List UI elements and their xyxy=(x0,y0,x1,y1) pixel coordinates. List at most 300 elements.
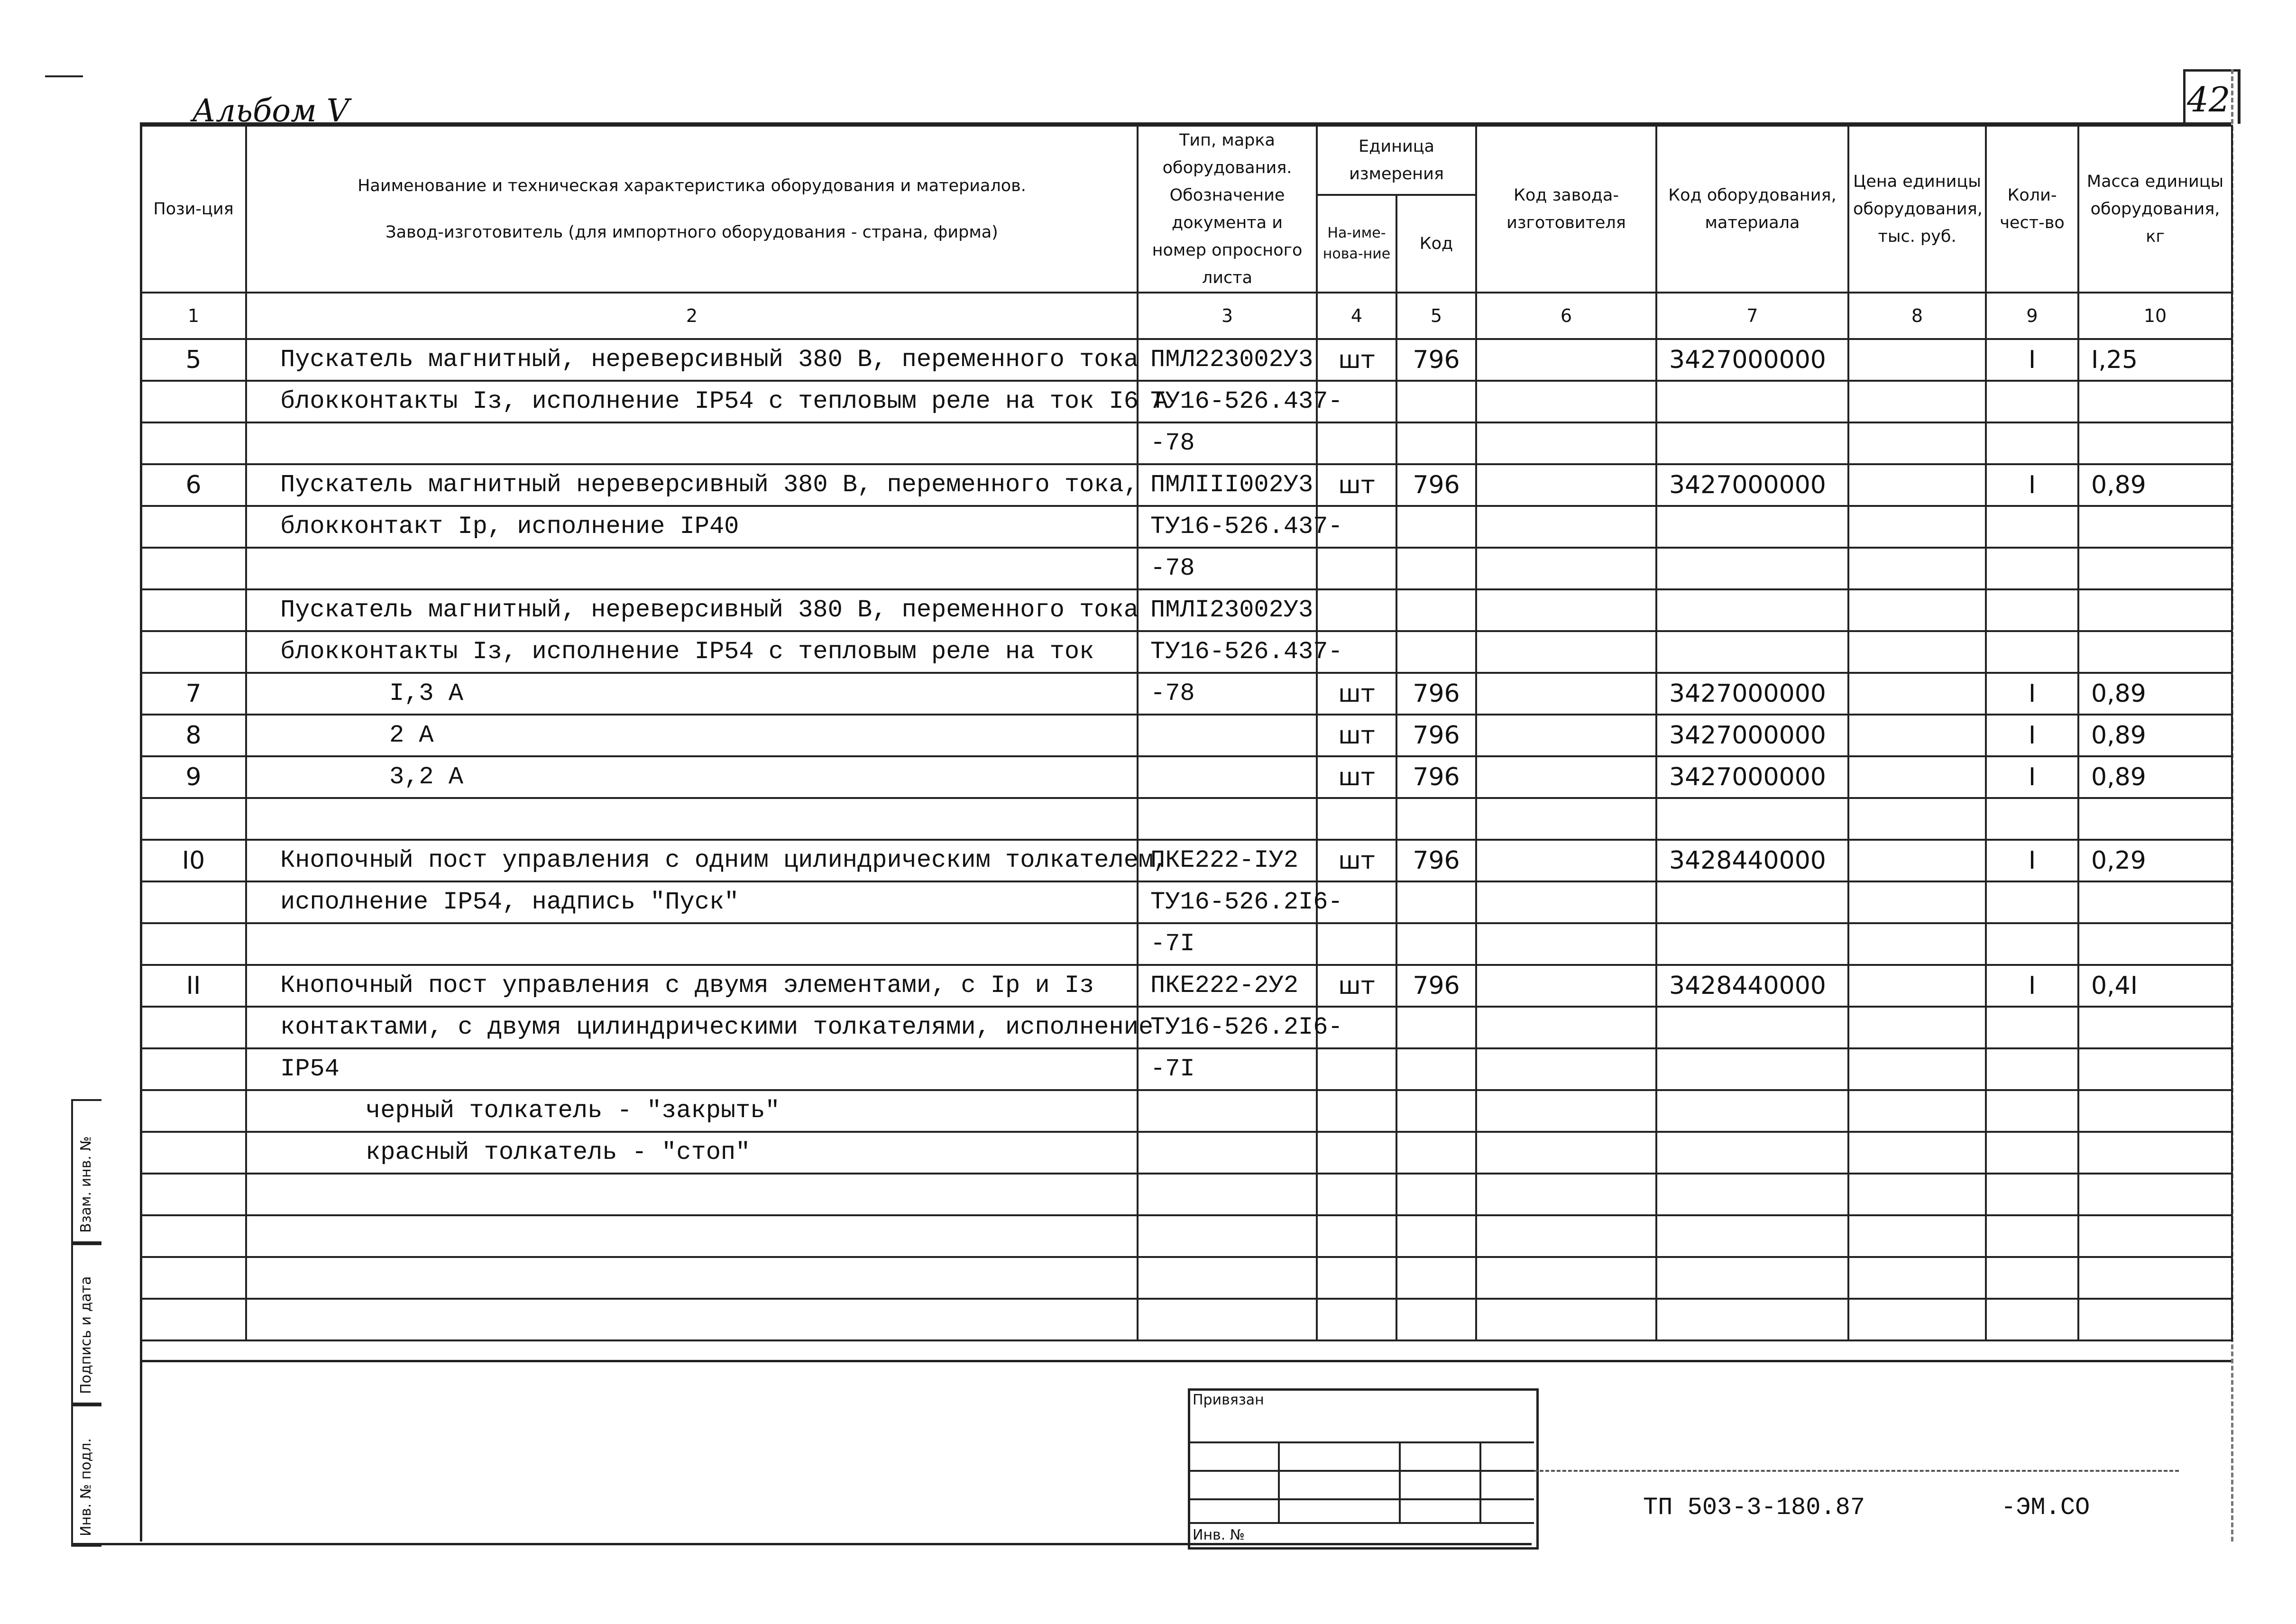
row-pos xyxy=(141,1215,246,1257)
table-row xyxy=(141,1090,2232,1132)
row-pos xyxy=(141,422,246,464)
row-maker-code xyxy=(1476,923,1656,965)
row-equip-code xyxy=(1656,1174,1848,1215)
table-row xyxy=(141,715,2232,756)
row-qty xyxy=(1986,923,2078,965)
side-label-vzam: Взам. инв. № xyxy=(78,1136,94,1233)
col-num: 6 xyxy=(1476,293,1656,339)
table-row xyxy=(141,923,2232,965)
row-unit-code: 796 xyxy=(1396,673,1476,715)
header-equip-code: Код оборудования, материала xyxy=(1656,126,1848,293)
header-maker-code: Код завода-изготовителя xyxy=(1476,126,1656,293)
row-maker-code xyxy=(1476,881,1656,923)
row-unit-code xyxy=(1396,1257,1476,1299)
row-type: ТУ16-526.437- xyxy=(1138,381,1317,422)
row-qty xyxy=(1986,1132,2078,1174)
row-type: ПМЛIII002У3 xyxy=(1138,464,1317,506)
row-maker-code xyxy=(1476,715,1656,756)
row-equip-code: 3428440000 xyxy=(1656,840,1848,881)
row-name: блокконтакт Iр, исполнение IP40 xyxy=(246,506,1138,548)
row-unit: шт xyxy=(1317,673,1396,715)
header-unit-name: На-име-нова-ние xyxy=(1317,195,1396,293)
table-row xyxy=(141,673,2232,715)
row-type: -78 xyxy=(1138,673,1317,715)
row-equip-code: 3427000000 xyxy=(1656,339,1848,381)
row-mass xyxy=(2078,1090,2232,1132)
row-equip-code xyxy=(1656,1007,1848,1048)
row-qty xyxy=(1986,1215,2078,1257)
row-unit-code: 796 xyxy=(1396,464,1476,506)
row-price xyxy=(1848,589,1986,631)
title-block-line xyxy=(140,1360,2231,1362)
row-price xyxy=(1848,1007,1986,1048)
row-equip-code xyxy=(1656,381,1848,422)
row-unit xyxy=(1317,589,1396,631)
row-unit-code xyxy=(1396,1048,1476,1090)
row-price xyxy=(1848,840,1986,881)
row-unit-code xyxy=(1396,1132,1476,1174)
row-pos xyxy=(141,589,246,631)
row-equip-code: 3427000000 xyxy=(1656,673,1848,715)
row-name: IP54 xyxy=(246,1048,1138,1090)
row-pos xyxy=(141,1132,246,1174)
table-row xyxy=(141,1132,2232,1174)
header-unit-code: Код xyxy=(1396,195,1476,293)
row-unit-code xyxy=(1396,881,1476,923)
row-unit xyxy=(1317,1299,1396,1340)
row-pos xyxy=(141,1090,246,1132)
row-unit xyxy=(1317,1174,1396,1215)
header-mass: Масса единицы оборудования, кг xyxy=(2078,126,2232,293)
row-equip-code xyxy=(1656,631,1848,673)
row-pos xyxy=(141,506,246,548)
row-qty: I xyxy=(1986,840,2078,881)
row-type xyxy=(1138,1132,1317,1174)
row-mass: 0,89 xyxy=(2078,464,2232,506)
row-unit-code: 796 xyxy=(1396,756,1476,798)
row-type: -7I xyxy=(1138,923,1317,965)
table-row xyxy=(141,631,2232,673)
row-qty: I xyxy=(1986,965,2078,1007)
row-pos: 6 xyxy=(141,464,246,506)
row-qty xyxy=(1986,1007,2078,1048)
row-type xyxy=(1138,1090,1317,1132)
row-type: -78 xyxy=(1138,548,1317,589)
row-mass: 0,89 xyxy=(2078,715,2232,756)
table-row xyxy=(141,339,2232,381)
row-unit: шт xyxy=(1317,840,1396,881)
row-unit xyxy=(1317,548,1396,589)
table-row xyxy=(141,589,2232,631)
row-maker-code xyxy=(1476,381,1656,422)
row-qty xyxy=(1986,1048,2078,1090)
table-row xyxy=(141,840,2232,881)
row-name: Пускатель магнитный нереверсивный 380 В, переменного тока, xyxy=(246,464,1138,506)
row-price xyxy=(1848,715,1986,756)
row-qty xyxy=(1986,798,2078,840)
row-mass xyxy=(2078,631,2232,673)
row-unit-code xyxy=(1396,923,1476,965)
row-unit: шт xyxy=(1317,339,1396,381)
row-price xyxy=(1848,381,1986,422)
row-mass: 0,29 xyxy=(2078,840,2232,881)
row-name: блокконтакты Iз, исполнение IP54 с тепловым реле на ток xyxy=(246,631,1138,673)
row-unit xyxy=(1317,422,1396,464)
row-mass xyxy=(2078,1299,2232,1340)
row-equip-code xyxy=(1656,1215,1848,1257)
row-pos: 9 xyxy=(141,756,246,798)
row-unit xyxy=(1317,923,1396,965)
col-num: 3 xyxy=(1138,293,1317,339)
specification-table xyxy=(140,125,2233,1341)
row-qty xyxy=(1986,1299,2078,1340)
row-unit: шт xyxy=(1317,965,1396,1007)
stamp-divider xyxy=(1399,1441,1401,1522)
header-pos: Пози-ция xyxy=(141,126,246,293)
row-name xyxy=(246,1215,1138,1257)
row-unit xyxy=(1317,1215,1396,1257)
row-mass xyxy=(2078,923,2232,965)
table-row xyxy=(141,381,2232,422)
row-name xyxy=(246,1174,1138,1215)
row-pos xyxy=(141,381,246,422)
row-pos: I0 xyxy=(141,840,246,881)
row-unit: шт xyxy=(1317,464,1396,506)
row-unit xyxy=(1317,798,1396,840)
row-maker-code xyxy=(1476,1174,1656,1215)
row-price xyxy=(1848,1090,1986,1132)
row-equip-code xyxy=(1656,1090,1848,1132)
row-equip-code xyxy=(1656,1299,1848,1340)
row-qty: I xyxy=(1986,756,2078,798)
row-mass: 0,4I xyxy=(2078,965,2232,1007)
stamp-inv: Инв. № xyxy=(1193,1527,1245,1543)
row-mass: 0,89 xyxy=(2078,673,2232,715)
col-num: 1 xyxy=(141,293,246,339)
row-price xyxy=(1848,881,1986,923)
row-qty xyxy=(1986,589,2078,631)
row-equip-code: 3428440000 xyxy=(1656,965,1848,1007)
stamp-rule xyxy=(1188,1498,1534,1500)
row-unit-code xyxy=(1396,422,1476,464)
row-price xyxy=(1848,339,1986,381)
side-label-podpis: Подпись и дата xyxy=(78,1276,94,1394)
row-equip-code xyxy=(1656,548,1848,589)
row-price xyxy=(1848,506,1986,548)
row-name: Кнопочный пост управления с одним цилиндрическим толкателем, xyxy=(246,840,1138,881)
row-qty xyxy=(1986,881,2078,923)
stamp-privyazan: Привязан xyxy=(1193,1392,1264,1408)
row-mass xyxy=(2078,1007,2232,1048)
document-code: ТП 503-3-180.87 xyxy=(1643,1494,1865,1522)
row-type: ПКЕ222-IУ2 xyxy=(1138,840,1317,881)
row-equip-code: 3427000000 xyxy=(1656,756,1848,798)
col-num: 8 xyxy=(1848,293,1986,339)
row-equip-code xyxy=(1656,1257,1848,1299)
row-unit: шт xyxy=(1317,715,1396,756)
row-mass xyxy=(2078,798,2232,840)
row-type: ПМЛI23002У3 xyxy=(1138,589,1317,631)
header-row xyxy=(141,126,2232,195)
row-unit-code xyxy=(1396,798,1476,840)
stamp-rule xyxy=(1188,1522,1534,1524)
row-pos xyxy=(141,1048,246,1090)
col-num: 2 xyxy=(246,293,1138,339)
row-unit-code: 796 xyxy=(1396,840,1476,881)
row-type: -7I xyxy=(1138,1048,1317,1090)
row-name: контактами, с двумя цилиндрическими толкателями, исполнение xyxy=(246,1007,1138,1048)
row-unit-code xyxy=(1396,548,1476,589)
row-unit-code xyxy=(1396,589,1476,631)
row-price xyxy=(1848,756,1986,798)
row-name: Кнопочный пост управления с двумя элементами, с Iр и Iз xyxy=(246,965,1138,1007)
table-row xyxy=(141,1174,2232,1215)
row-price xyxy=(1848,1299,1986,1340)
row-mass: I,25 xyxy=(2078,339,2232,381)
row-maker-code xyxy=(1476,589,1656,631)
row-qty: I xyxy=(1986,673,2078,715)
row-maker-code xyxy=(1476,1132,1656,1174)
row-type: ПКЕ222-2У2 xyxy=(1138,965,1317,1007)
row-equip-code xyxy=(1656,1132,1848,1174)
margin-dash xyxy=(45,75,83,77)
row-pos xyxy=(141,798,246,840)
row-qty xyxy=(1986,506,2078,548)
row-type: ТУ16-526.2I6- xyxy=(1138,1007,1317,1048)
row-mass xyxy=(2078,1257,2232,1299)
row-pos xyxy=(141,1007,246,1048)
row-mass xyxy=(2078,381,2232,422)
row-pos: 8 xyxy=(141,715,246,756)
header-type: Тип, марка оборудования. Обозначение документа и номер опросного листа xyxy=(1138,126,1317,293)
page-number: 42 xyxy=(2187,80,2231,119)
header-name-line1: Наименование и техническая характеристика оборудования и материалов. xyxy=(358,176,1026,195)
row-price xyxy=(1848,1257,1986,1299)
table-row xyxy=(141,506,2232,548)
row-price xyxy=(1848,464,1986,506)
stamp-rule xyxy=(1188,1441,1534,1443)
row-maker-code xyxy=(1476,756,1656,798)
row-unit xyxy=(1317,1090,1396,1132)
table-row xyxy=(141,1048,2232,1090)
row-name xyxy=(246,923,1138,965)
row-qty xyxy=(1986,1174,2078,1215)
row-name: черный толкатель - "закрыть" xyxy=(246,1090,1138,1132)
row-unit: шт xyxy=(1317,756,1396,798)
row-name xyxy=(246,798,1138,840)
row-price xyxy=(1848,1215,1986,1257)
row-equip-code xyxy=(1656,1048,1848,1090)
row-unit-code: 796 xyxy=(1396,715,1476,756)
row-equip-code xyxy=(1656,589,1848,631)
table-row xyxy=(141,1299,2232,1340)
row-pos xyxy=(141,1257,246,1299)
row-mass xyxy=(2078,506,2232,548)
row-pos: 5 xyxy=(141,339,246,381)
row-unit-code xyxy=(1396,1215,1476,1257)
row-name: Пускатель магнитный, нереверсивный 380 В, переменного тока xyxy=(246,339,1138,381)
header-name xyxy=(246,126,1138,293)
row-maker-code xyxy=(1476,1048,1656,1090)
row-type xyxy=(1138,715,1317,756)
row-mass xyxy=(2078,548,2232,589)
document-suffix: -ЭМ.СО xyxy=(2001,1494,2090,1522)
row-pos xyxy=(141,923,246,965)
row-name xyxy=(246,422,1138,464)
row-type xyxy=(1138,756,1317,798)
row-mass xyxy=(2078,422,2232,464)
col-num: 10 xyxy=(2078,293,2232,339)
row-unit-code xyxy=(1396,1174,1476,1215)
row-maker-code xyxy=(1476,798,1656,840)
table-row xyxy=(141,1007,2232,1048)
row-qty: I xyxy=(1986,715,2078,756)
row-maker-code xyxy=(1476,464,1656,506)
row-qty: I xyxy=(1986,339,2078,381)
row-maker-code xyxy=(1476,339,1656,381)
row-maker-code xyxy=(1476,631,1656,673)
row-mass xyxy=(2078,1048,2232,1090)
row-price xyxy=(1848,798,1986,840)
row-equip-code xyxy=(1656,923,1848,965)
row-maker-code xyxy=(1476,1299,1656,1340)
row-mass xyxy=(2078,881,2232,923)
column-number-row xyxy=(141,293,2232,339)
row-type xyxy=(1138,1215,1317,1257)
title-block-rule xyxy=(1534,1470,2179,1472)
row-maker-code xyxy=(1476,1090,1656,1132)
row-equip-code: 3427000000 xyxy=(1656,464,1848,506)
row-pos xyxy=(141,881,246,923)
row-unit-code xyxy=(1396,1090,1476,1132)
row-maker-code xyxy=(1476,965,1656,1007)
row-pos xyxy=(141,548,246,589)
row-mass xyxy=(2078,1132,2232,1174)
row-price xyxy=(1848,631,1986,673)
row-unit-code xyxy=(1396,506,1476,548)
row-price xyxy=(1848,422,1986,464)
row-unit-code: 796 xyxy=(1396,339,1476,381)
row-qty xyxy=(1986,631,2078,673)
col-num: 4 xyxy=(1317,293,1396,339)
row-name: 2 А xyxy=(246,715,1138,756)
row-maker-code xyxy=(1476,840,1656,881)
row-qty xyxy=(1986,1090,2078,1132)
row-name: Пускатель магнитный, нереверсивный 380 В, переменного тока xyxy=(246,589,1138,631)
table-row xyxy=(141,965,2232,1007)
row-qty xyxy=(1986,1257,2078,1299)
row-type: ТУ16-526.437- xyxy=(1138,506,1317,548)
side-label-inv-podl: Инв. № подл. xyxy=(78,1438,94,1536)
row-type xyxy=(1138,1257,1317,1299)
table-row xyxy=(141,756,2232,798)
row-mass: 0,89 xyxy=(2078,756,2232,798)
row-price xyxy=(1848,548,1986,589)
table-row xyxy=(141,1257,2232,1299)
row-maker-code xyxy=(1476,506,1656,548)
row-mass xyxy=(2078,589,2232,631)
table-row xyxy=(141,464,2232,506)
row-maker-code xyxy=(1476,548,1656,589)
row-maker-code xyxy=(1476,1215,1656,1257)
row-name: блокконтакты Iз, исполнение IP54 с тепловым реле на ток I6 А xyxy=(246,381,1138,422)
row-pos: 7 xyxy=(141,673,246,715)
row-equip-code xyxy=(1656,798,1848,840)
row-type xyxy=(1138,1299,1317,1340)
stamp-rule xyxy=(1188,1470,1534,1472)
row-type: ПМЛ223002У3 xyxy=(1138,339,1317,381)
row-qty xyxy=(1986,381,2078,422)
table-row xyxy=(141,548,2232,589)
row-name: 3,2 А xyxy=(246,756,1138,798)
row-type xyxy=(1138,798,1317,840)
row-maker-code xyxy=(1476,1257,1656,1299)
row-mass xyxy=(2078,1174,2232,1215)
stamp-divider xyxy=(1278,1441,1280,1522)
row-name xyxy=(246,1257,1138,1299)
row-maker-code xyxy=(1476,422,1656,464)
row-price xyxy=(1848,1132,1986,1174)
frame-left-line xyxy=(140,122,142,1541)
table-row xyxy=(141,422,2232,464)
row-equip-code xyxy=(1656,881,1848,923)
row-qty xyxy=(1986,422,2078,464)
row-name: исполнение IP54, надпись "Пуск" xyxy=(246,881,1138,923)
row-unit xyxy=(1317,1257,1396,1299)
row-mass xyxy=(2078,1215,2232,1257)
row-unit-code xyxy=(1396,1299,1476,1340)
row-qty: I xyxy=(1986,464,2078,506)
row-type xyxy=(1138,1174,1317,1215)
binding-stamp xyxy=(1188,1388,1539,1550)
row-maker-code xyxy=(1476,673,1656,715)
row-pos xyxy=(141,1299,246,1340)
row-type: ТУ16-526.437- xyxy=(1138,631,1317,673)
row-unit xyxy=(1317,1048,1396,1090)
table-row xyxy=(141,1215,2232,1257)
row-pos xyxy=(141,631,246,673)
row-name: I,3 А xyxy=(246,673,1138,715)
header-name-line2: Завод-изготовитель (для импортного оборудования - страна, фирма) xyxy=(386,223,998,242)
row-type: -78 xyxy=(1138,422,1317,464)
row-price xyxy=(1848,923,1986,965)
row-name xyxy=(246,1299,1138,1340)
stamp-divider xyxy=(1479,1441,1481,1522)
row-maker-code xyxy=(1476,1007,1656,1048)
row-unit xyxy=(1317,1132,1396,1174)
row-pos: II xyxy=(141,965,246,1007)
row-type: ТУ16-526.2I6- xyxy=(1138,881,1317,923)
col-num: 9 xyxy=(1986,293,2078,339)
row-name: красный толкатель - "стоп" xyxy=(246,1132,1138,1174)
album-label: Альбом V xyxy=(192,92,349,129)
row-qty xyxy=(1986,548,2078,589)
row-price xyxy=(1848,1174,1986,1215)
row-unit-code: 796 xyxy=(1396,965,1476,1007)
row-unit-code xyxy=(1396,381,1476,422)
row-pos xyxy=(141,1174,246,1215)
header-unit-group: Единица измерения xyxy=(1317,126,1476,195)
header-price: Цена единицы оборудования, тыс. руб. xyxy=(1848,126,1986,293)
row-price xyxy=(1848,1048,1986,1090)
row-name xyxy=(246,548,1138,589)
row-unit-code xyxy=(1396,631,1476,673)
header-qty: Коли-чест-во xyxy=(1986,126,2078,293)
row-unit-code xyxy=(1396,1007,1476,1048)
table-row xyxy=(141,881,2232,923)
row-price xyxy=(1848,965,1986,1007)
row-equip-code xyxy=(1656,422,1848,464)
